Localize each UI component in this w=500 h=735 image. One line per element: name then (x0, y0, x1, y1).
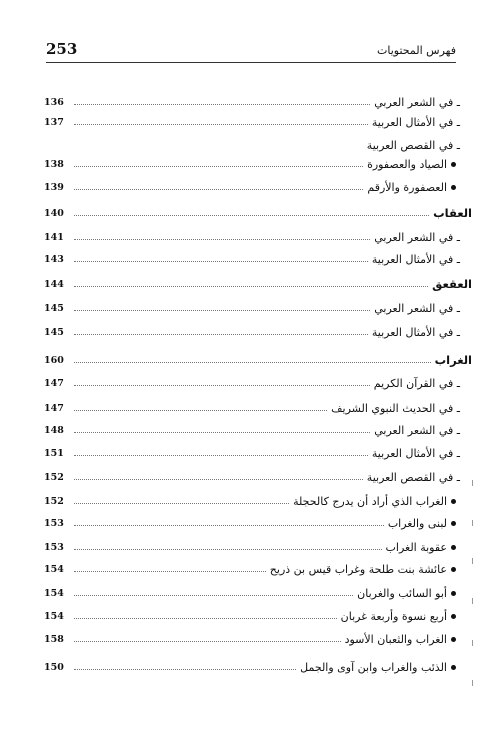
toc-entry-text (374, 231, 472, 244)
margin-mark (472, 558, 473, 564)
dot-leader (74, 310, 370, 311)
toc-entry-label: ـ في الحديث النبوي الشريف (331, 401, 460, 415)
toc-entry-label: ـ في الشعر العربي (374, 423, 460, 437)
toc-entry-label: ـ في القرآن الكريم (373, 376, 460, 390)
toc-heading-row (44, 204, 472, 222)
toc-page-number: 154 (44, 587, 64, 599)
toc-entry-text (386, 541, 472, 554)
toc-entry-text (374, 302, 472, 315)
toc-entry-label: ـ في الأمثال العربية (371, 446, 460, 460)
toc-row (44, 299, 472, 317)
toc-row (44, 538, 472, 556)
bullet-icon (451, 521, 456, 526)
dot-leader (74, 189, 363, 190)
bullet-icon (451, 162, 456, 167)
toc-row (44, 113, 472, 131)
dot-leader (74, 124, 368, 125)
toc-row (44, 93, 472, 111)
toc-page-number: 147 (44, 377, 64, 389)
dot-leader (74, 362, 431, 363)
toc-entry-label: ـ في الأمثال العربية (371, 252, 460, 266)
toc-entry-label: العقاب (433, 206, 472, 220)
toc-page-number: 139 (44, 181, 64, 193)
bullet-icon (451, 567, 456, 572)
dot-leader (74, 104, 370, 105)
toc-entry-text (372, 447, 472, 460)
toc-entry-label: الغراب والثعبان الأسود (344, 632, 447, 646)
toc-row (44, 136, 472, 154)
toc-row (44, 250, 472, 268)
toc-entry-text (367, 181, 472, 194)
page-number: 253 (46, 40, 78, 58)
toc-page-number: 144 (44, 278, 64, 290)
toc-page-number: 147 (44, 402, 64, 414)
running-title: فهرس المحتويات (377, 44, 456, 57)
toc-page-number: 154 (44, 610, 64, 622)
toc-page-number: 141 (44, 231, 64, 243)
toc-entry-label: أربع نسوة وأربعة غربان (340, 609, 447, 623)
margin-mark (472, 480, 473, 486)
toc-page-number: 154 (44, 563, 64, 575)
dot-leader (74, 455, 368, 456)
bullet-icon (451, 499, 456, 504)
bullet-icon (451, 665, 456, 670)
toc-heading-row (44, 351, 472, 369)
toc-row (44, 468, 472, 486)
dot-leader (74, 432, 370, 433)
toc-entry-text (293, 495, 472, 508)
toc-page-number: 140 (44, 207, 64, 219)
toc-entry-text (367, 139, 472, 152)
toc-entry-text (345, 633, 472, 646)
toc-entry-label: الصياد والعصفورة (367, 157, 447, 171)
margin-mark (472, 640, 473, 646)
toc-row (44, 228, 472, 246)
toc-row (44, 560, 472, 578)
toc-entry-text (432, 277, 472, 291)
toc-page-number: 152 (44, 495, 64, 507)
toc-entry-text (270, 563, 472, 576)
toc-row (44, 155, 472, 173)
toc-entry-text (367, 471, 472, 484)
toc-row (44, 630, 472, 648)
toc-entry-text (388, 517, 472, 530)
toc-page-number: 145 (44, 302, 64, 314)
dot-leader (74, 239, 370, 240)
toc-entry-text (433, 206, 472, 220)
dot-leader (74, 334, 368, 335)
dot-leader (74, 410, 327, 411)
toc-entry-text (374, 96, 472, 109)
toc-entry-label: عائشة بنت طلحة وغراب قيس بن ذريح (269, 562, 447, 576)
toc-row (44, 444, 472, 462)
toc-page-number: 145 (44, 326, 64, 338)
toc-page-number: 136 (44, 96, 64, 108)
dot-leader (74, 286, 428, 287)
toc-page-number: 138 (44, 158, 64, 170)
toc-entry-label: ـ في القصص العربية (366, 138, 460, 152)
toc-page-number: 153 (44, 517, 64, 529)
toc-entry-label: لبنى والغراب (387, 516, 447, 530)
toc-page-number: 150 (44, 661, 64, 673)
toc-page-number: 158 (44, 633, 64, 645)
dot-leader (74, 618, 337, 619)
toc-entry-label: ـ في الشعر العربي (374, 301, 460, 315)
bullet-icon (451, 637, 456, 642)
dot-leader (74, 525, 384, 526)
toc-entry-label: ـ في الشعر العربي (374, 95, 460, 109)
toc-row (44, 514, 472, 532)
toc-row (44, 584, 472, 602)
toc-heading-row (44, 275, 472, 293)
dot-leader (74, 385, 370, 386)
margin-mark (472, 680, 473, 686)
bullet-icon (451, 545, 456, 550)
toc-entry-label: ـ في القصص العربية (366, 470, 460, 484)
toc-entry-text (300, 661, 472, 674)
toc-entry-text (357, 587, 472, 600)
toc-entry-text (372, 253, 472, 266)
toc-entry-text (435, 353, 472, 367)
bullet-icon (451, 591, 456, 596)
toc-entry-text (374, 377, 472, 390)
toc-entry-label: الغراب الذي أراد أن يدرج كالحجلة (293, 494, 447, 508)
dot-leader (74, 669, 296, 670)
dot-leader (74, 215, 429, 216)
toc-page-number: 137 (44, 116, 64, 128)
dot-leader (74, 595, 353, 596)
toc-entry-text (374, 424, 472, 437)
toc-entry-label: الغراب (434, 353, 472, 367)
dot-leader (74, 479, 363, 480)
margin-mark (472, 520, 473, 526)
toc-entry-text (341, 610, 472, 623)
toc-entry-text (372, 116, 472, 129)
dot-leader (74, 166, 363, 167)
toc-row (44, 178, 472, 196)
toc-row (44, 323, 472, 341)
toc-entry-text (367, 158, 472, 171)
dot-leader (74, 549, 382, 550)
toc-entry-label: ـ في الأمثال العربية (371, 325, 460, 339)
toc-page-number: 148 (44, 424, 64, 436)
toc-row (44, 607, 472, 625)
bullet-icon (451, 185, 456, 190)
toc-row (44, 399, 472, 417)
toc-row (44, 374, 472, 392)
toc-page-number: 152 (44, 471, 64, 483)
toc-page-number: 151 (44, 447, 64, 459)
toc-entry-text (331, 402, 472, 415)
toc-entry-label: العقعق (432, 277, 472, 291)
toc-row (44, 421, 472, 439)
toc-row (44, 658, 472, 676)
toc-row (44, 492, 472, 510)
dot-leader (74, 503, 289, 504)
toc-entry-text (372, 326, 472, 339)
toc-entry-label: الذئب والغراب وابن آوى والجمل (300, 660, 447, 674)
toc-page-number: 160 (44, 354, 64, 366)
toc-entry-label: العصفورة والأرقم (367, 180, 447, 194)
dot-leader (74, 571, 266, 572)
dot-leader (74, 641, 341, 642)
toc-entry-label: ـ في الشعر العربي (374, 230, 460, 244)
bullet-icon (451, 614, 456, 619)
toc-page-number: 143 (44, 253, 64, 265)
toc-entry-label: ـ في الأمثال العربية (371, 115, 460, 129)
margin-mark (472, 598, 473, 604)
dot-leader (74, 261, 368, 262)
toc-entry-label: عقوبة الغراب (385, 540, 447, 554)
toc-entry-label: أبو السائب والغربان (357, 586, 447, 600)
toc-page-number: 153 (44, 541, 64, 553)
